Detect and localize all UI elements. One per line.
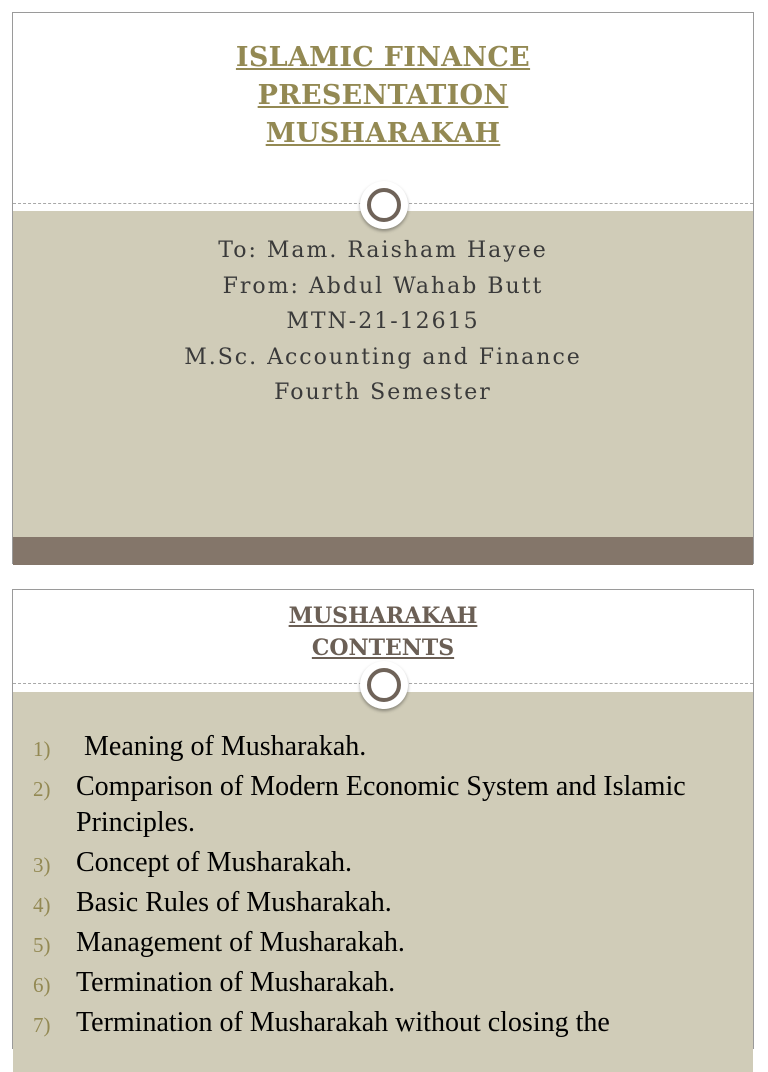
title-line: ISLAMIC FINANCE — [235, 42, 531, 73]
ring-divider-icon — [360, 661, 408, 709]
list-item — [33, 769, 733, 841]
list-text: Termination of Musharakah. — [76, 967, 396, 998]
list-number: 7) — [33, 1013, 51, 1037]
slide-footer-bar — [13, 537, 753, 565]
list-item — [33, 925, 733, 961]
subtitle-line: To: Mam. Raisham Hayee — [218, 238, 548, 263]
contents-title — [13, 600, 753, 664]
list-item — [33, 965, 733, 1001]
ring-divider-icon — [360, 181, 408, 229]
list-text: Meaning of Musharakah. — [84, 731, 367, 762]
contents-list — [33, 729, 733, 1045]
title-line: MUSHARAKAH — [265, 118, 501, 149]
list-text: Concept of Musharakah. — [76, 847, 353, 878]
title-line: MUSHARAKAH — [288, 603, 478, 629]
list-number: 5) — [33, 933, 51, 957]
list-text: Management of Musharakah. — [76, 927, 405, 958]
list-item — [33, 729, 733, 765]
list-item — [33, 845, 733, 881]
title-line: CONTENTS — [311, 635, 455, 661]
list-text: Basic Rules of Musharakah. — [76, 887, 392, 918]
subtitle-line: From: Abdul Wahab Butt — [222, 273, 544, 299]
list-number: 4) — [33, 893, 51, 917]
list-text: Termination of Musharakah without closing the — [76, 1007, 610, 1038]
presentation-title — [13, 39, 753, 153]
list-item — [33, 1005, 733, 1041]
subtitle-line: MTN-21-12615 — [286, 309, 480, 334]
slide-title — [12, 12, 754, 564]
list-number: 1) — [33, 737, 51, 761]
list-item — [33, 885, 733, 921]
slide-contents — [12, 589, 754, 1049]
list-number: 2) — [33, 777, 51, 801]
slide-title-header — [13, 13, 753, 203]
list-number: 6) — [33, 973, 51, 997]
presentation-subtitle — [13, 233, 753, 411]
subtitle-line: Fourth Semester — [274, 380, 492, 405]
title-line: PRESENTATION — [257, 80, 509, 111]
list-number: 3) — [33, 853, 51, 877]
list-text: Comparison of Modern Economic System and Islamic Principles. — [76, 771, 686, 838]
subtitle-line: M.Sc. Accounting and Finance — [184, 344, 582, 370]
